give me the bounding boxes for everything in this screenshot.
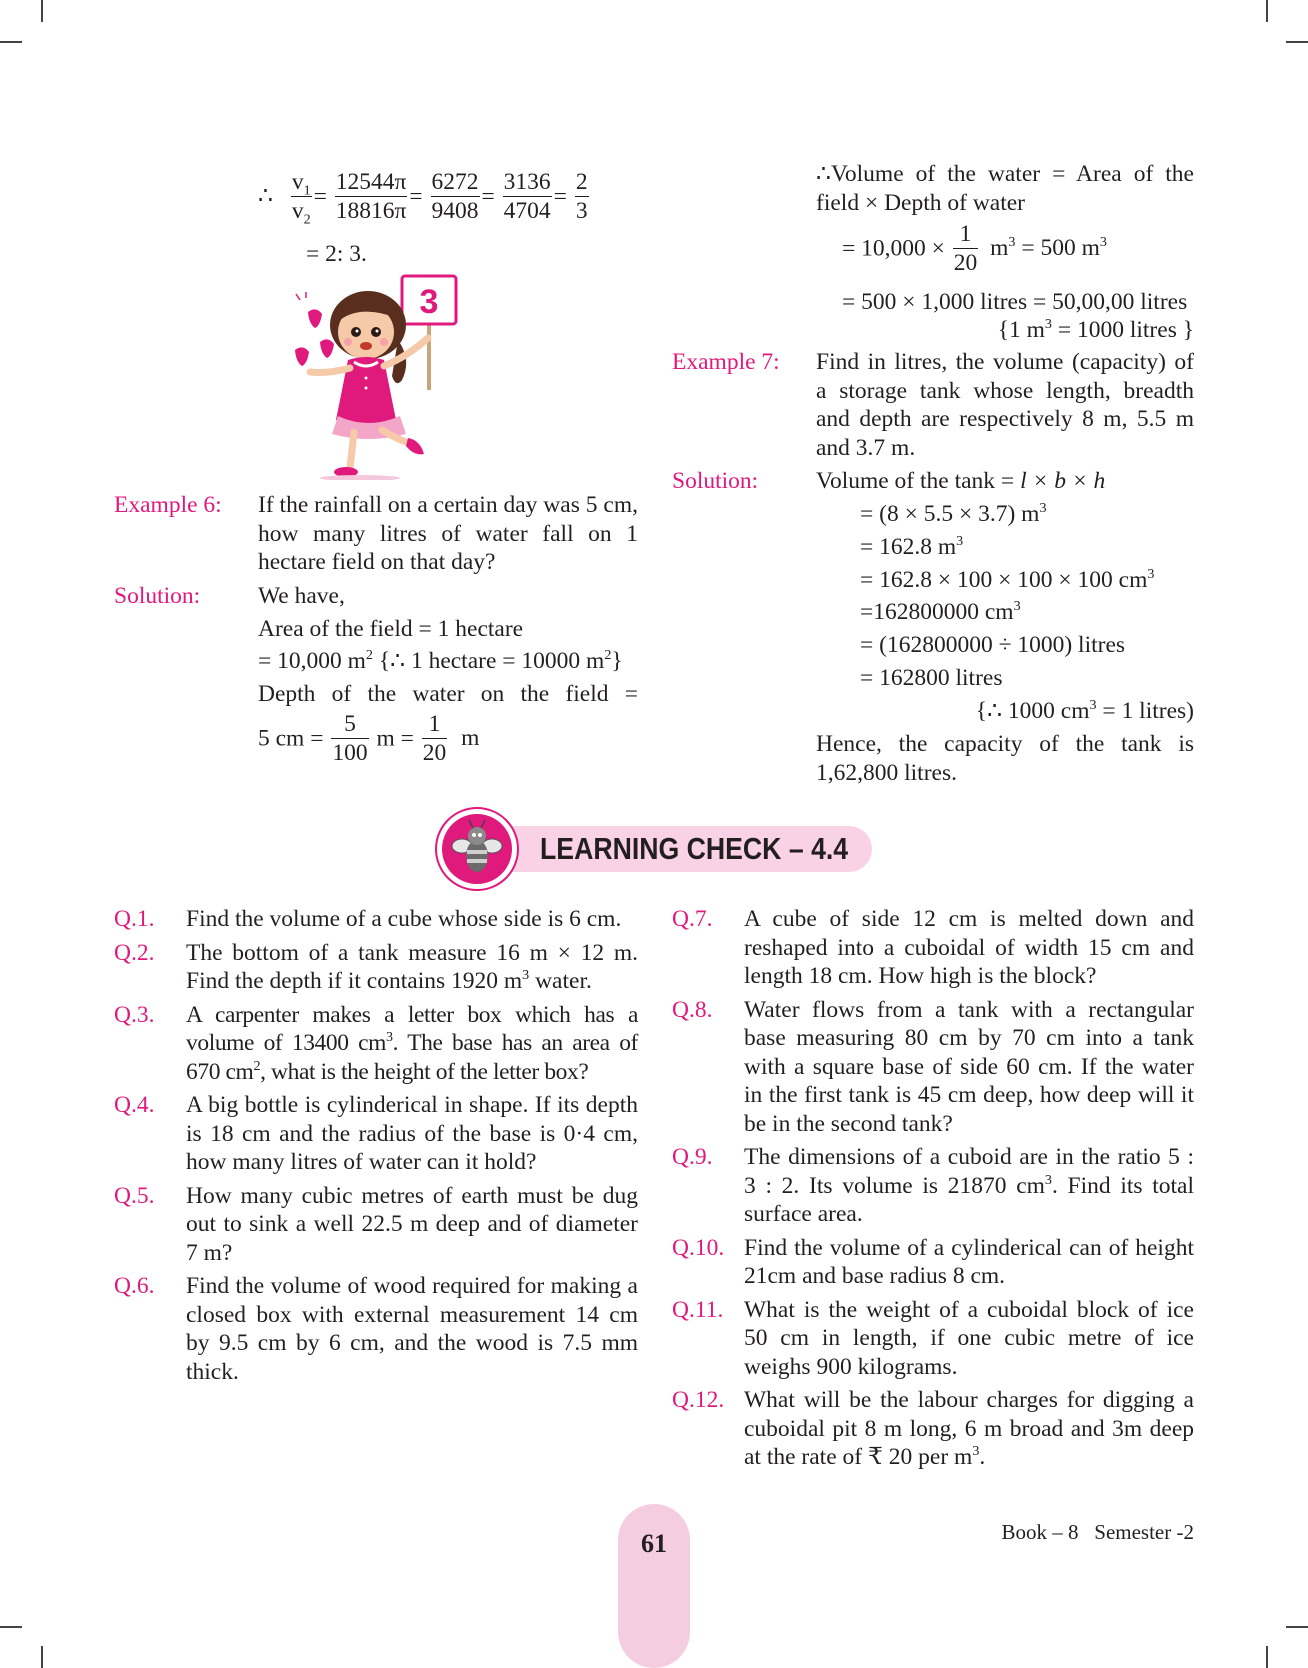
example6-solution-line3: = 10,000 $m^2$ {∴ 1 hectare = 10000 $m^2$} [258,647,623,674]
question-item: Q.11. What is the weight of a cuboidal block of ice 50 cm in length, if one cubic metre of ice weighs 900 kilograms. [672,1296,1194,1380]
question-item: Q.6. Find the volume of wood required for making a closed box with external measurement 14 cm by 9.5 cm by 6 cm, and the wood is 7.5 mm thick. [114,1273,638,1385]
example6-solution-line1: We have, [258,583,345,609]
crop-mark [0,41,22,43]
questions-right-list [672,905,1194,1477]
crop-mark [41,1646,43,1668]
example7-sol5: =162800000 $cm^3$ [860,598,1021,625]
example7-sol4: = 162.8 × 100 × 100 × 100 $cm^3$ [860,566,1155,593]
fraction-1-20: $\frac{1}{20}$ [422,711,447,766]
volume-water-line4: {1 $m^3 = 1000$ litres } [997,316,1194,343]
question-item: Q.3. A carpenter makes a letter box which has a volume of 13400 $cm^3$. The base has an area of 670 $cm^2$, what is the height of the letter box? [114,1001,638,1085]
question-item: Q.4. A big bottle is cylinderical in shape. If its depth is 18 cm and the radius of the base is 0·4 cm, how many litres of water can it hold? [114,1092,638,1175]
therefore-symbol: ∴ [258,183,273,210]
learning-check-title: LEARNING CHECK – 4.4 [540,831,849,866]
example6-label: Example 6: [114,492,222,518]
example7-sol3: = 162.8 $m^3$ [860,533,964,560]
fraction-1-20-right: $\frac{1}{20}$ [953,221,978,276]
fraction-1: $\frac{12544\pi}{18816\pi}$ [335,169,407,224]
example6-solution-line5: 5 cm = $\frac{5}{100}$ m = $\frac{1}{20}$ m [258,711,480,766]
question-item: Q.7. A cube of side 12 cm is melted down and reshaped into a cuboidal of width 15 cm and length 18 cm. How high is the block? [672,906,1194,989]
example6-solution-line4: Depth of the water on the field = [258,681,638,707]
example7-question: Find in litres, the volume (capacity) of a storage tank whose length, breadth and depth are respectively 8 m, 5.5 m and 3.7 m. [816,349,1194,461]
example7-sol8: {∴ 1000 $cm^3 = 1$ litres) [975,697,1194,724]
example7-solution-label: Solution: [672,468,759,494]
ratio-result: = 2: 3. [306,241,367,267]
footer-book-semester: Book – 8 Semester -2 [1001,1520,1194,1544]
example6-solution-label: Solution: [114,583,201,609]
crop-mark [41,0,43,22]
fraction-3: $\frac{3136}{4704}$ [503,169,551,224]
question-item: Q.9. The dimensions of a cuboid are in the ratio 5 : 3 : 2. Its volume is 21870 $cm^3$. Find its total surface area. [672,1144,1194,1227]
page-number: 61 [641,1529,667,1558]
question-item: Q.5. How many cubic metres of earth must be dug out to sink a well 22.5 m deep and of diameter 7 m? [114,1182,638,1266]
example7-sol6: = (162800000 ÷ 1000) litres [860,632,1126,658]
crop-mark [1286,1626,1308,1628]
question-item: Q.1. Find the volume of a cube whose side is 6 cm. [114,906,622,932]
fraction-5-100: $\frac{5}{100}$ [332,711,368,766]
girl-with-sign-illustration [290,270,460,480]
question-item: Q.10. Find the volume of a cylinderical can of height 21cm and base radius 8 cm. [672,1234,1194,1289]
example6-solution-line2: Area of the field = 1 hectare [258,616,524,642]
questions-left-list [114,905,638,1391]
volume-water-line2: = 10,000 × $\frac{1}{20}$ $m^3 = 500$ $m^3$ [842,221,1107,276]
sign-number: 3 [419,283,439,321]
example7-sol2: = (8 × 5.5 × 3.7) $m^3$ [860,500,1047,527]
example7-sol7: = 162800 litres [860,665,1003,691]
question-item: Q.8. Water flows from a tank with a rectangular base measuring 80 cm by 70 cm into a tank with a square base of side 60 cm. If the water in the first tank is 45 cm deep, how deep will it be in the second tank? [672,996,1194,1137]
question-item: Q.2. The bottom of a tank measure 16 m × 12 m. Find the depth if it contains 1920 $m^3$ water. [114,939,638,994]
ratio-equation: ∴ $\frac{v_1}{v_2}$ = $\frac{12544\pi}{18816\pi}$ = $\frac{6272}{9408}$ = $\frac{3136}{4704}$ = $\frac{2}{3}$ [258,169,588,228]
crop-mark [1266,0,1268,22]
example7-sol1: Volume of the tank = l × b × h [816,468,1106,494]
fraction-2: $\frac{6272}{9408}$ [431,169,479,224]
example6-question: If the rainfall on a certain day was 5 cm, how many litres of water fall on 1 hectare field on that day? [258,492,638,575]
volume-water-line3: = 500 × 1,000 litres = 50,00,00 litres [842,289,1188,315]
crop-mark [1266,1646,1268,1668]
fraction-v1-v2: $\frac{v_1}{v_2}$ [291,169,311,228]
example7-conclusion: Hence, the capacity of the tank is 1,62,800 litres. [816,731,1194,786]
question-item: Q.12. What will be the labour charges for digging a cuboidal pit 8 m long, 6 m broad and 3m deep at the rate of ₹ 20 per $m^3$. [672,1387,1194,1470]
bee-mascot-icon [434,806,520,892]
fraction-4: $\frac{2}{3}$ [575,169,588,224]
crop-mark [1286,41,1308,43]
example7-label: Example 7: [672,349,780,375]
volume-water-line1: ∴Volume of the water = Area of the field × Depth of water [816,161,1194,216]
crop-mark [0,1626,22,1628]
